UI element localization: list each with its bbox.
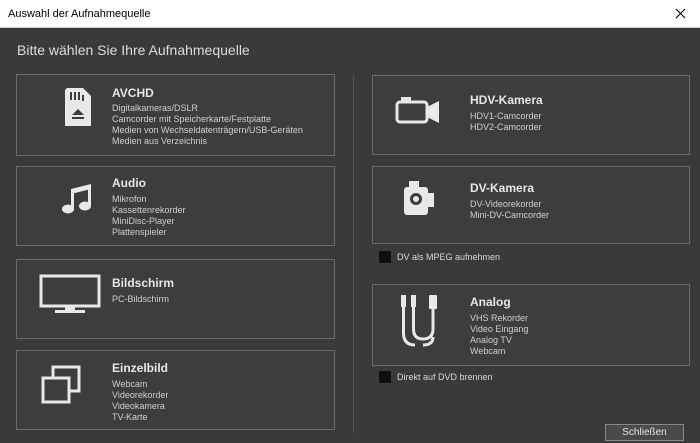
source-lines-audio bbox=[112, 194, 186, 238]
source-line: Plattenspieler bbox=[112, 227, 167, 237]
source-card-einzelbild[interactable] bbox=[16, 350, 335, 430]
source-card-analog[interactable] bbox=[372, 284, 690, 366]
source-line: Analog TV bbox=[470, 335, 512, 345]
checkbox-box[interactable] bbox=[379, 371, 391, 383]
source-title-einzelbild: Einzelbild bbox=[112, 361, 169, 375]
source-line: PC-Bildschirm bbox=[112, 294, 170, 304]
source-title-hdv-kamera: HDV-Kamera bbox=[470, 93, 543, 107]
dvd-burn-label: Direkt auf DVD brennen bbox=[397, 372, 493, 382]
title-bar bbox=[0, 0, 700, 28]
source-line: Camcorder mit Speicherkarte/Festplatte bbox=[112, 114, 272, 124]
source-card-dv-kamera[interactable] bbox=[372, 166, 690, 244]
source-line: Medien von Wechseldatenträgern/USB-Geräten bbox=[112, 125, 303, 135]
source-line: Mikrofon bbox=[112, 194, 147, 204]
checkbox-box[interactable] bbox=[379, 251, 391, 263]
source-line: Mini-DV-Camcorder bbox=[470, 210, 550, 220]
source-lines-einzelbild bbox=[112, 379, 168, 423]
source-lines-hdv-kamera bbox=[470, 111, 542, 133]
source-line: TV-Karte bbox=[112, 412, 148, 422]
source-line: MiniDisc-Player bbox=[112, 216, 175, 226]
source-title-bildschirm: Bildschirm bbox=[112, 276, 175, 290]
source-card-bildschirm[interactable] bbox=[16, 259, 335, 339]
source-line: DV-Videorekorder bbox=[470, 199, 542, 209]
source-line: Digitalkameras/DSLR bbox=[112, 103, 199, 113]
monitor-icon bbox=[39, 274, 101, 314]
source-lines-bildschirm bbox=[112, 294, 169, 305]
close-window-button[interactable] bbox=[660, 0, 700, 27]
close-icon bbox=[675, 8, 686, 19]
source-line: HDV1-Camcorder bbox=[470, 111, 542, 121]
source-line: Videokamera bbox=[112, 401, 165, 411]
source-title-audio: Audio bbox=[112, 176, 146, 190]
source-title-analog: Analog bbox=[470, 295, 511, 309]
source-lines-avchd bbox=[112, 103, 303, 147]
window-title: Auswahl der Aufnahmequelle bbox=[8, 8, 151, 20]
source-line: Video Eingang bbox=[470, 324, 529, 334]
source-title-dv-kamera: DV-Kamera bbox=[470, 181, 535, 195]
dvd-burn-checkbox[interactable] bbox=[379, 371, 493, 383]
source-line: Videorekorder bbox=[112, 390, 169, 400]
av-cables-icon bbox=[395, 293, 443, 349]
source-lines-dv-kamera bbox=[470, 199, 549, 221]
sd-card-icon bbox=[63, 87, 93, 127]
source-card-audio[interactable] bbox=[16, 166, 335, 246]
column-divider bbox=[353, 75, 354, 433]
camcorder-icon bbox=[395, 96, 441, 126]
source-line: Webcam bbox=[470, 346, 506, 356]
source-line: Webcam bbox=[112, 379, 148, 389]
dv-mpeg-checkbox[interactable] bbox=[379, 251, 500, 263]
stacked-frames-icon bbox=[41, 365, 81, 405]
page-title: Bitte wählen Sie Ihre Aufnahmequelle bbox=[17, 42, 250, 58]
dv-camera-icon bbox=[401, 179, 437, 219]
source-line: Kassettenrekorder bbox=[112, 205, 186, 215]
music-note-icon bbox=[59, 181, 95, 217]
dialog-content bbox=[0, 28, 700, 443]
source-title-avchd: AVCHD bbox=[112, 86, 154, 100]
source-line: Medien aus Verzeichnis bbox=[112, 136, 208, 146]
source-lines-analog bbox=[470, 313, 528, 357]
close-button[interactable]: Schließen bbox=[605, 424, 684, 441]
dv-mpeg-label: DV als MPEG aufnehmen bbox=[397, 252, 501, 262]
source-line: HDV2-Camcorder bbox=[470, 122, 542, 132]
source-card-avchd[interactable] bbox=[16, 74, 335, 156]
source-line: VHS Rekorder bbox=[470, 313, 529, 323]
source-card-hdv-kamera[interactable] bbox=[372, 75, 690, 155]
